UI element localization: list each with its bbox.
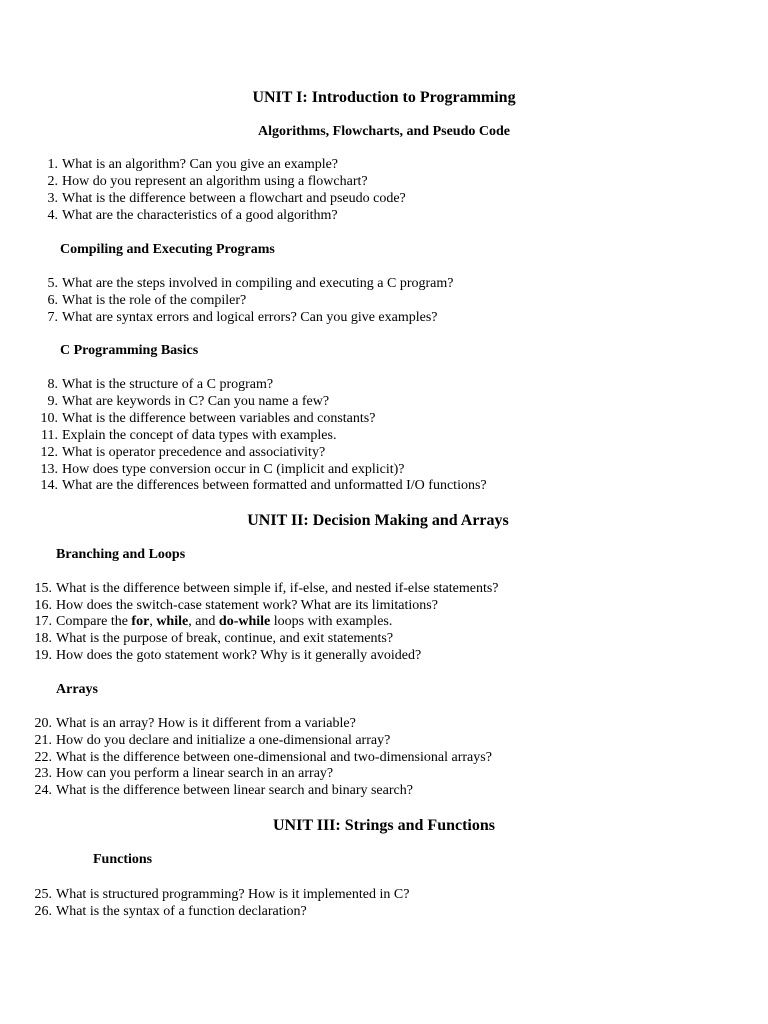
- question-text: What is an array? How is it different from a variable?: [56, 716, 356, 731]
- question-text-part: , and: [188, 614, 219, 629]
- keyword-for: for: [131, 614, 150, 629]
- question-number: 3.: [47, 191, 58, 206]
- question-number: 13.: [40, 462, 58, 477]
- list-item: [34, 477, 487, 494]
- question-number: 19.: [34, 648, 52, 663]
- list-item: [34, 461, 405, 478]
- list-item: [32, 749, 492, 766]
- section-heading-c-basics: C Programming Basics: [60, 343, 199, 358]
- question-number: 24.: [34, 783, 52, 798]
- question-text: What are syntax errors and logical errors? Can you give examples?: [62, 310, 438, 325]
- list-item: [32, 613, 392, 630]
- question-text: What is the difference between variables and constants?: [62, 411, 376, 426]
- list-item: [34, 190, 406, 207]
- question-number: 10.: [40, 411, 58, 426]
- question-number: 4.: [47, 208, 58, 223]
- question-number: 25.: [34, 887, 52, 902]
- list-item: [34, 309, 438, 326]
- list-item: [34, 156, 338, 173]
- question-number: 17.: [34, 614, 52, 629]
- section-heading-algorithms: Algorithms, Flowcharts, and Pseudo Code: [257, 124, 510, 139]
- list-item: [34, 444, 325, 461]
- question-text: What is operator precedence and associativity?: [62, 445, 326, 460]
- question-number: 21.: [34, 733, 52, 748]
- question-number: 26.: [34, 904, 52, 919]
- list-item: [34, 427, 336, 444]
- list-item: [32, 630, 393, 647]
- question-text: What are the characteristics of a good algorithm?: [62, 208, 338, 223]
- question-number: 7.: [47, 310, 58, 325]
- list-item: [32, 782, 413, 799]
- question-text: How does the switch-case statement work? What are its limitations?: [56, 598, 438, 613]
- question-text: How does the goto statement work? Why is it generally avoided?: [56, 648, 422, 663]
- question-number: 8.: [47, 377, 58, 392]
- list-item: [34, 292, 246, 309]
- question-text: Explain the concept of data types with examples.: [62, 428, 337, 443]
- question-number: 15.: [34, 581, 52, 596]
- question-text: How does type conversion occur in C (implicit and explicit)?: [62, 462, 405, 477]
- question-text: How do you represent an algorithm using a flowchart?: [62, 174, 368, 189]
- question-number: 6.: [47, 293, 58, 308]
- list-item: [34, 275, 454, 292]
- section-heading-compiling: Compiling and Executing Programs: [60, 242, 275, 257]
- question-text: What is the difference between linear search and binary search?: [56, 783, 413, 798]
- question-number: 11.: [41, 428, 58, 443]
- question-number: 2.: [47, 174, 58, 189]
- list-item: [32, 580, 499, 597]
- list-item: [32, 903, 307, 920]
- section-heading-functions: Functions: [93, 852, 153, 867]
- unit-1-title: UNIT I: Introduction to Programming: [252, 89, 516, 106]
- list-item: [32, 597, 438, 614]
- unit-2-title: [0, 511, 768, 531]
- list-item: [34, 376, 273, 393]
- question-number: 5.: [47, 276, 58, 291]
- question-text-part: Compare the: [56, 614, 132, 629]
- question-text: What are the differences between formatted and unformatted I/O functions?: [62, 478, 487, 493]
- question-text: What is the difference between a flowchart and pseudo code?: [62, 191, 406, 206]
- question-number: 20.: [34, 716, 52, 731]
- list-item: [34, 410, 375, 427]
- question-text: What is the structure of a C program?: [62, 377, 274, 392]
- list-item: [32, 732, 390, 749]
- list-item: [32, 886, 409, 903]
- keyword-do-while: do-while: [218, 614, 271, 629]
- question-text: What is the purpose of break, continue, and exit statements?: [56, 631, 394, 646]
- unit-3-title-text: UNIT III: Strings and Functions: [273, 817, 495, 834]
- question-text: What are keywords in C? Can you name a few?: [62, 394, 330, 409]
- question-text-part: loops with examples.: [270, 614, 393, 629]
- section-heading-branching: Branching and Loops: [56, 547, 186, 562]
- question-text: What is the syntax of a function declaration?: [56, 904, 307, 919]
- question-number: 9.: [47, 394, 58, 409]
- question-text: How do you declare and initialize a one-dimensional array?: [56, 733, 391, 748]
- list-item: [34, 173, 368, 190]
- question-text: What is the role of the compiler?: [62, 293, 247, 308]
- list-item: [34, 393, 329, 410]
- question-number: 16.: [34, 598, 52, 613]
- question-number: 22.: [34, 750, 52, 765]
- question-number: 18.: [34, 631, 52, 646]
- question-number: 1.: [47, 157, 58, 172]
- list-item: [34, 207, 338, 224]
- question-text: How can you perform a linear search in an array?: [56, 766, 334, 781]
- question-text: What is the difference between simple if, if-else, and nested if-else statements?: [56, 581, 499, 596]
- question-text: What is the difference between one-dimensional and two-dimensional arrays?: [56, 750, 492, 765]
- unit-3-title: [0, 816, 768, 836]
- unit-2-title-text: UNIT II: Decision Making and Arrays: [247, 512, 509, 529]
- question-text: What is an algorithm? Can you give an example?: [62, 157, 339, 172]
- list-item: [32, 765, 333, 782]
- question-text: What are the steps involved in compiling and executing a C program?: [62, 276, 454, 291]
- question-number: 12.: [40, 445, 58, 460]
- keyword-while: while: [156, 614, 189, 629]
- list-item: [32, 715, 356, 732]
- question-text: What is structured programming? How is it implemented in C?: [56, 887, 410, 902]
- list-item: [32, 647, 421, 664]
- section-heading-arrays: Arrays: [56, 682, 98, 697]
- question-text-part: ,: [149, 614, 157, 629]
- question-number: 23.: [34, 766, 52, 781]
- question-number: 14.: [40, 478, 58, 493]
